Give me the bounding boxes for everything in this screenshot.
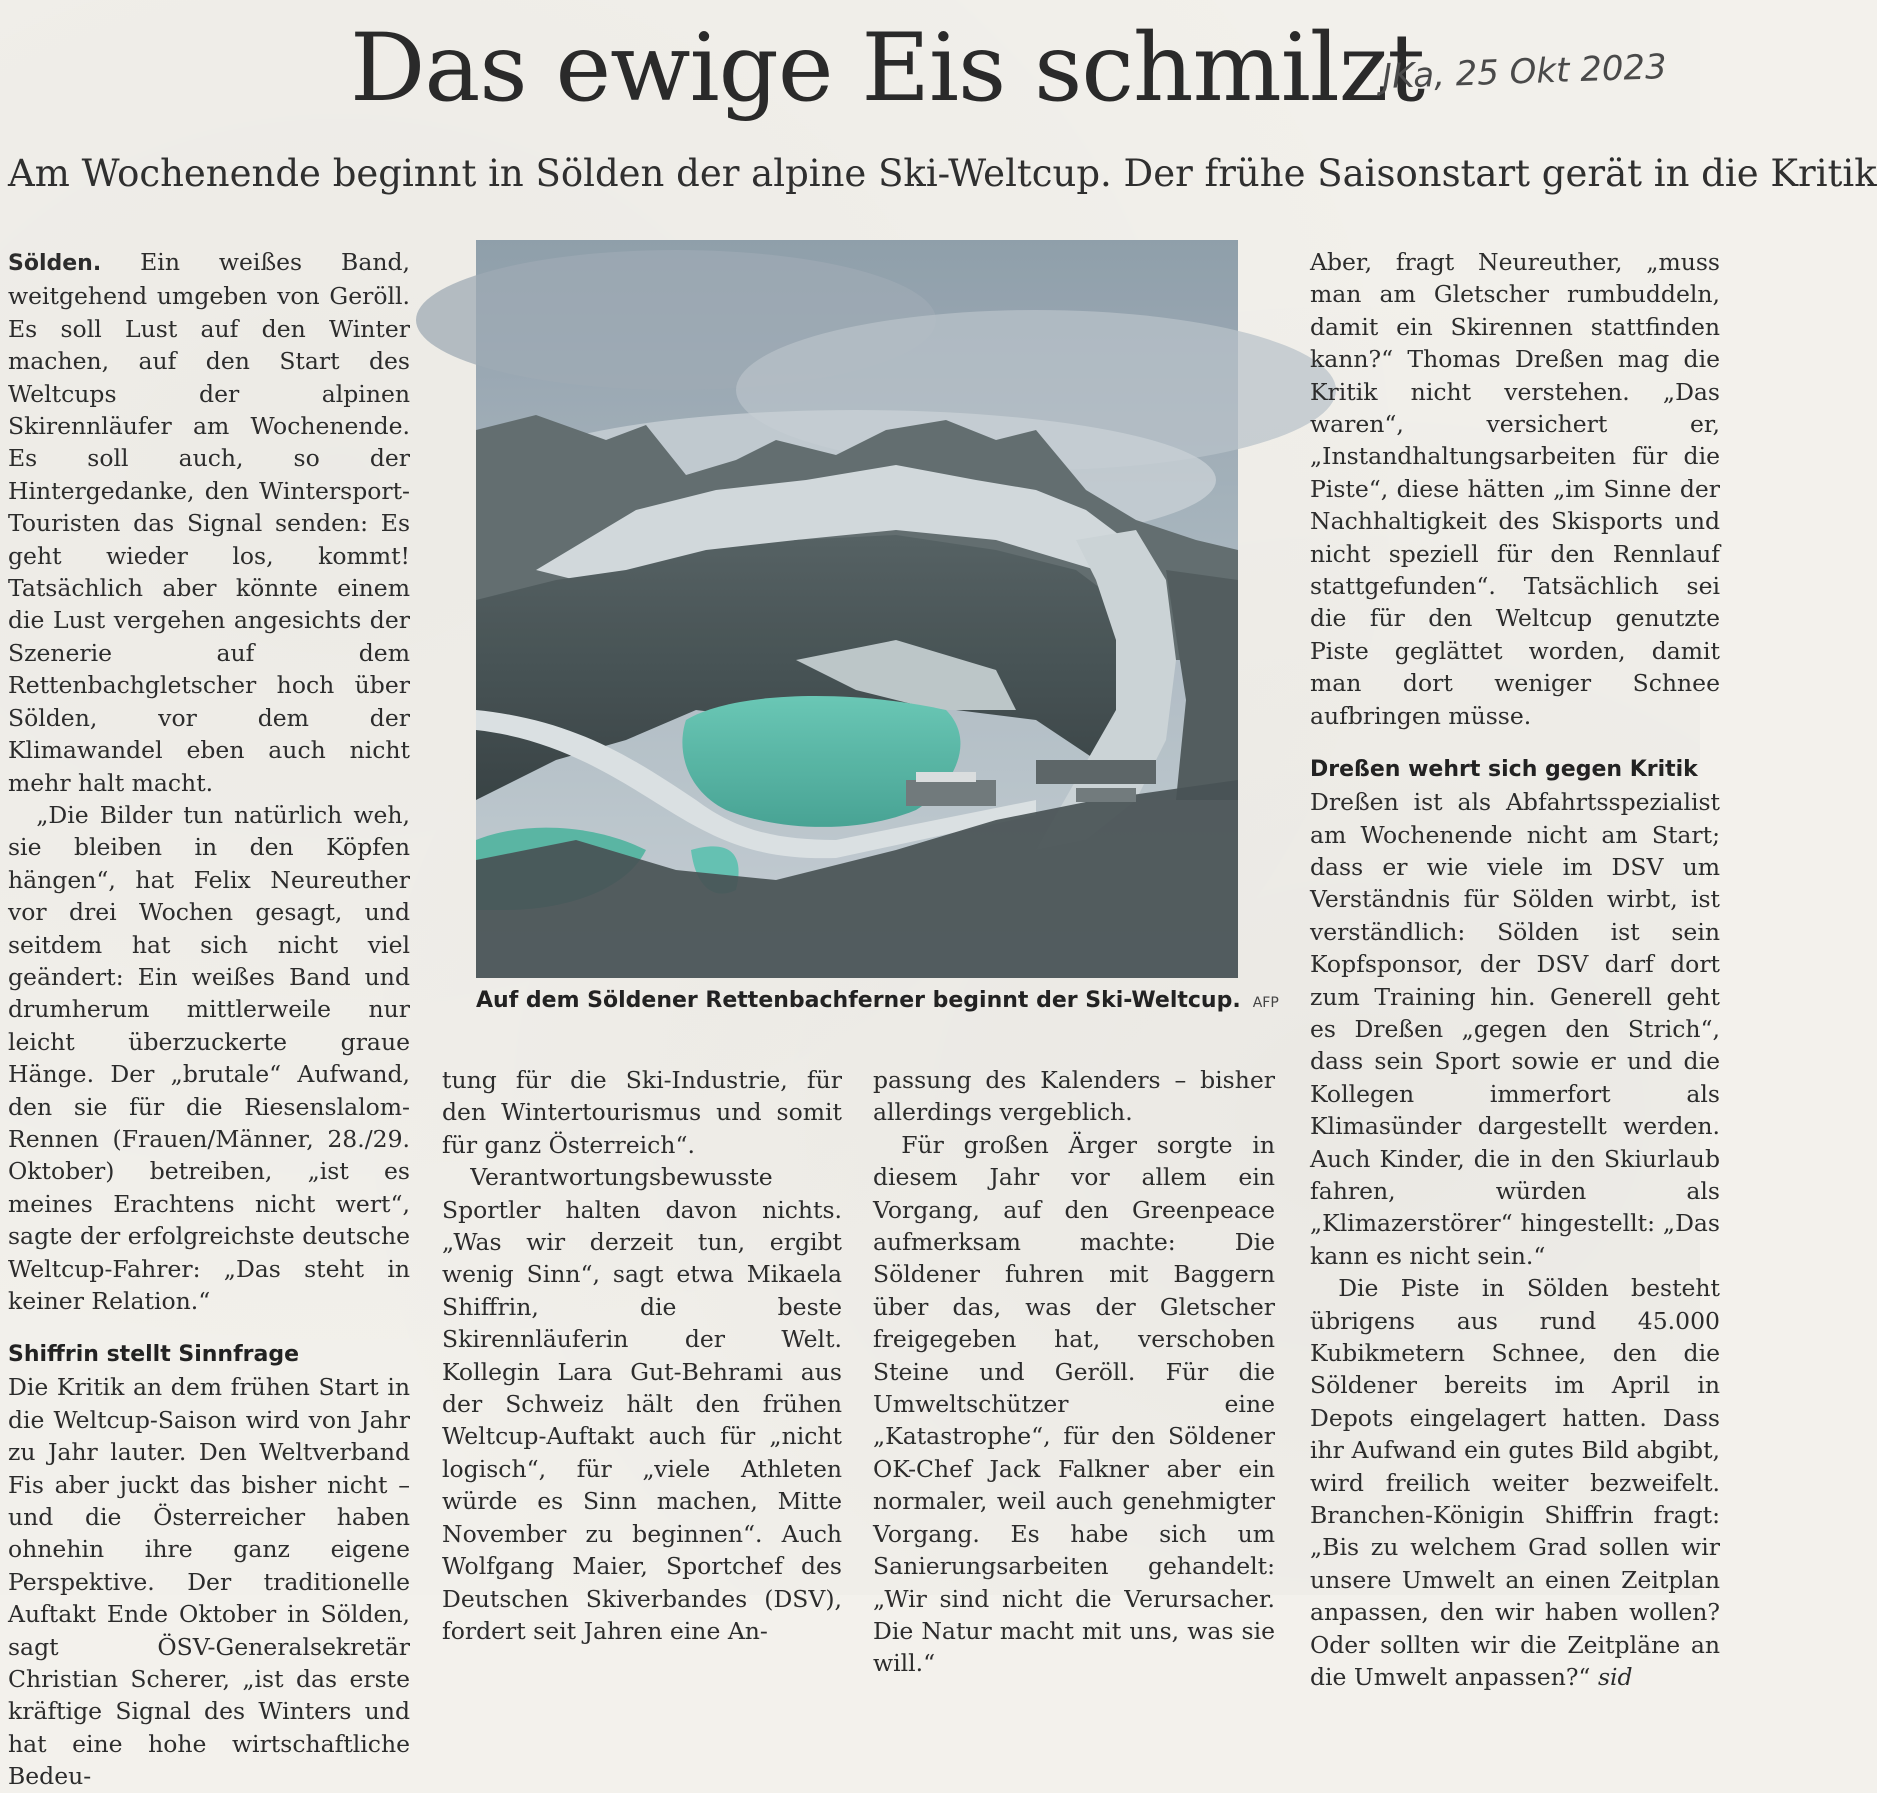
paragraph	[1310, 1272, 1720, 1693]
paragraph-text: Die Piste in Sölden besteht übrigens aus rund 45.000 Kubikmetern Schnee, den die Söldener bereits im April in Depots eingelagert hatten. Dass ihr Aufwand ein gutes Bild abgibt, wird freilich weiter bezweifelt. Branchen-Königin Shiffrin fragt: „Bis zu welchem Grad sollen wir unsere Umwelt an einen Zeitplan anpassen, den wir haben wollen? Oder sollten wir die Zeitpläne an die Umwelt anpassen?“	[1310, 1274, 1720, 1692]
article-column-1	[8, 246, 410, 1793]
photo-credit: AFP	[1252, 995, 1279, 1011]
glacier-photo	[476, 240, 1238, 978]
handwritten-date-note: JKa, 25 Okt 2023	[1381, 47, 1668, 97]
caption-text: Auf dem Söldener Rettenbachferner beginnt der Ski-Weltcup.	[476, 988, 1241, 1013]
paragraph: Die Kritik an dem frühen Start in die Weltcup-Saison wird von Jahr zu Jahr lauter. Den Weltverband Fis aber juckt das bisher nicht – und die Österreicher haben ohnehin ihre ganz eigene Perspektive. Der traditionelle Auftakt Ende Oktober in Sölden, sagt ÖSV-Generalsekretär Christian Scherer, „ist das erste kräftige Signal des Winters und hat eine hohe wirtschaftliche Bedeu-	[8, 1373, 410, 1791]
paragraph: Aber, fragt Neureuther, „muss man am Gletscher rumbuddeln, damit ein Skirennen stattfinden kann?“ Thomas Dreßen mag die Kritik nicht verstehen. „Das waren“, versichert er, „Instandhaltungsarbeiten für die Piste“, diese hätten „im Sinne der Nachhaltigkeit des Skisports und nicht speziell für den Rennlauf stattgefunden“. Tatsächlich sei die für den Weltcup genutzte Piste geglättet worden, damit man dort weniger Schnee aufbringen müsse.	[1310, 248, 1720, 730]
subheading: Dreßen wehrt sich gegen Kritik	[1310, 757, 1698, 783]
paragraph: Verantwortungsbewusste Sportler halten davon nichts. „Was wir derzeit tun, ergibt wenig Sinn“, sagt etwa Mikaela Shiffrin, die beste Skirennläuferin der Welt. Kollegin Lara Gut-Behrami aus der Schweiz hält den frühen Weltcup-Auftakt auch für „nicht logisch“, für „viele Athleten würde es Sinn machen, Mitte November zu beginnen“. Auch Wolfgang Maier, Sportchef des Deutschen Skiverbandes (DSV), fordert seit Jahren eine An-	[442, 1163, 842, 1645]
article-column-4	[1310, 246, 1720, 1692]
article-column-3	[873, 1064, 1275, 1680]
paragraph: „Die Bilder tun natürlich weh, sie bleiben in den Köpfen hängen“, hat Felix Neureuther vor drei Wochen gesagt, und seitdem hat sich nicht viel geändert: Ein weißes Band und drumherum mittlerweile nur leicht überzuckerte graue Hänge. Der „brutale“ Aufwand, den sie für die Riesenslalom-Rennen (Frauen/Männer, 28./29. Oktober) betreiben, „ist es meines Erachtens nicht wert“, sagte der erfolgreichste deutsche Weltcup-Fahrer: „Das steht in keiner Relation.“	[8, 800, 410, 1315]
paragraph: tung für die Ski-Industrie, für den Wintertourismus und somit für ganz Österreich“.	[442, 1066, 842, 1159]
author-tag: sid	[1597, 1663, 1633, 1692]
photo-caption	[476, 986, 1279, 1018]
subheadline: Am Wochenende beginnt in Sölden der alpine Ski-Weltcup. Der frühe Saisonstart gerät in die Kritik	[8, 152, 1877, 195]
paragraph-text: Ein weißes Band, weitgehend umgeben von Geröll. Es soll Lust auf den Winter machen, auf den Start des Weltcups der alpinen Skirennläufer am Wochenende. Es soll auch, so der Hintergedanke, den Wintersport-Touristen das Signal senden: Es geht wieder los, kommt! Tatsächlich aber könnte einem die Lust vergehen angesichts der Szenerie auf dem Rettenbachgletscher hoch über Sölden, vor dem der Klimawandel eben auch nicht mehr halt macht.	[8, 248, 410, 797]
subheading: Shiffrin stellt Sinnfrage	[8, 1342, 300, 1368]
article-column-2	[442, 1064, 842, 1647]
glacier-landscape-illustration	[476, 240, 1238, 978]
paragraph	[8, 246, 410, 799]
headline: Das ewige Eis schmilzt	[350, 14, 1425, 123]
paragraph: Für großen Ärger sorgte in diesem Jahr vor allem ein Vorgang, auf den Greenpeace aufmerksam machte: Die Söldener fuhren mit Baggern über das, was der Gletscher freigegeben hat, verschoben Steine und Geröll. Für die Umweltschützer eine „Katastrophe“, für den Söldener OK-Chef Jack Falkner aber ein normaler, weil auch genehmigter Vorgang. Es habe sich um Sanierungsarbeiten gehandelt: „Wir sind nicht die Verursacher. Die Natur macht mit uns, was sie will.“	[873, 1130, 1275, 1678]
paragraph: Dreßen ist als Abfahrtsspezialist am Wochenende nicht am Start; dass er wie viele im DSV um Verständnis für Sölden wirbt, ist verständlich: Sölden ist sein Kopfsponsor, der DSV darf dort zum Training hin. Generell geht es Dreßen „gegen den Strich“, dass sein Sport sowie er und die Kollegen immerfort als Klimasünder dargestellt werden. Auch Kinder, die in den Skiurlaub fahren, würden als „Klimazerstörer“ hingestellt: „Das kann es nicht sein.“	[1310, 788, 1720, 1270]
dateline: Sölden.	[8, 251, 102, 276]
paragraph: passung des Kalenders – bisher allerdings vergeblich.	[873, 1066, 1275, 1127]
